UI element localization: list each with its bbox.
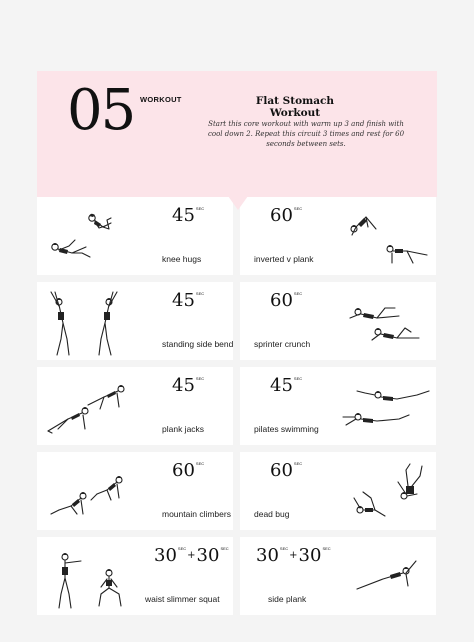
exercise-card-pilates-swimming	[240, 367, 436, 445]
exercise-duration: $45^{SEC}$	[172, 290, 205, 311]
exercise-card-inverted-v-plank	[240, 197, 436, 275]
exercise-name: inverted v plank	[254, 254, 314, 264]
sprinter-crunch-illustration-icon	[340, 290, 430, 352]
workout-number: 05	[67, 78, 135, 143]
exercise-duration: $45^{SEC}$	[172, 375, 205, 396]
exercise-card-mountain-climbers	[37, 452, 233, 530]
plank-jacks-illustration-icon	[45, 375, 135, 441]
exercise-duration: $45^{SEC}$	[172, 205, 205, 226]
workout-label: WORKOUT	[140, 95, 182, 104]
exercise-name: knee hugs	[162, 254, 202, 264]
exercise-duration: $30^{SEC}+30^{SEC}$	[154, 545, 229, 566]
exercise-name: mountain climbers	[162, 509, 231, 519]
dead-bug-illustration-icon	[340, 460, 430, 526]
workout-description: Start this core workout with warm up 3 and finish with cool down 2. Repeat this circuit 3 times and rest for 60 seconds between sets.	[207, 120, 405, 148]
workout-header	[37, 71, 437, 197]
exercise-duration: $60^{SEC}$	[270, 460, 303, 481]
exercise-name: waist slimmer squat	[145, 594, 220, 604]
header-pointer	[228, 196, 248, 210]
exercise-card-knee-hugs	[37, 197, 233, 275]
exercise-card-waist-slimmer-squat	[37, 537, 233, 615]
exercise-duration: $60^{SEC}$	[172, 460, 205, 481]
exercise-duration: $45^{SEC}$	[270, 375, 303, 396]
exercise-name: plank jacks	[162, 424, 205, 434]
side-plank-illustration-icon	[350, 551, 430, 601]
mountain-climbers-illustration-icon	[45, 460, 135, 526]
knee-hugs-illustration-icon	[45, 205, 125, 265]
exercise-duration: $60^{SEC}$	[270, 205, 303, 226]
exercise-card-dead-bug	[240, 452, 436, 530]
standing-side-bend-illustration-icon	[45, 290, 125, 360]
exercise-duration: $30^{SEC}+30^{SEC}$	[256, 545, 331, 566]
exercise-name: side plank	[268, 594, 307, 604]
exercise-card-sprinter-crunch	[240, 282, 436, 360]
waist-slimmer-squat-illustration-icon	[45, 545, 135, 613]
exercise-name: pilates swimming	[254, 424, 319, 434]
exercise-name: standing side bend	[162, 339, 234, 349]
page-title: Flat Stomach Workout	[255, 95, 335, 119]
exercise-name: sprinter crunch	[254, 339, 311, 349]
exercise-name: dead bug	[254, 509, 290, 519]
exercise-card-standing-side-bend	[37, 282, 233, 360]
pilates-swimming-illustration-icon	[340, 375, 434, 437]
inverted-v-plank-illustration-icon	[340, 205, 430, 267]
exercise-card-side-plank	[240, 537, 436, 615]
exercise-card-plank-jacks	[37, 367, 233, 445]
exercise-duration: $60^{SEC}$	[270, 290, 303, 311]
